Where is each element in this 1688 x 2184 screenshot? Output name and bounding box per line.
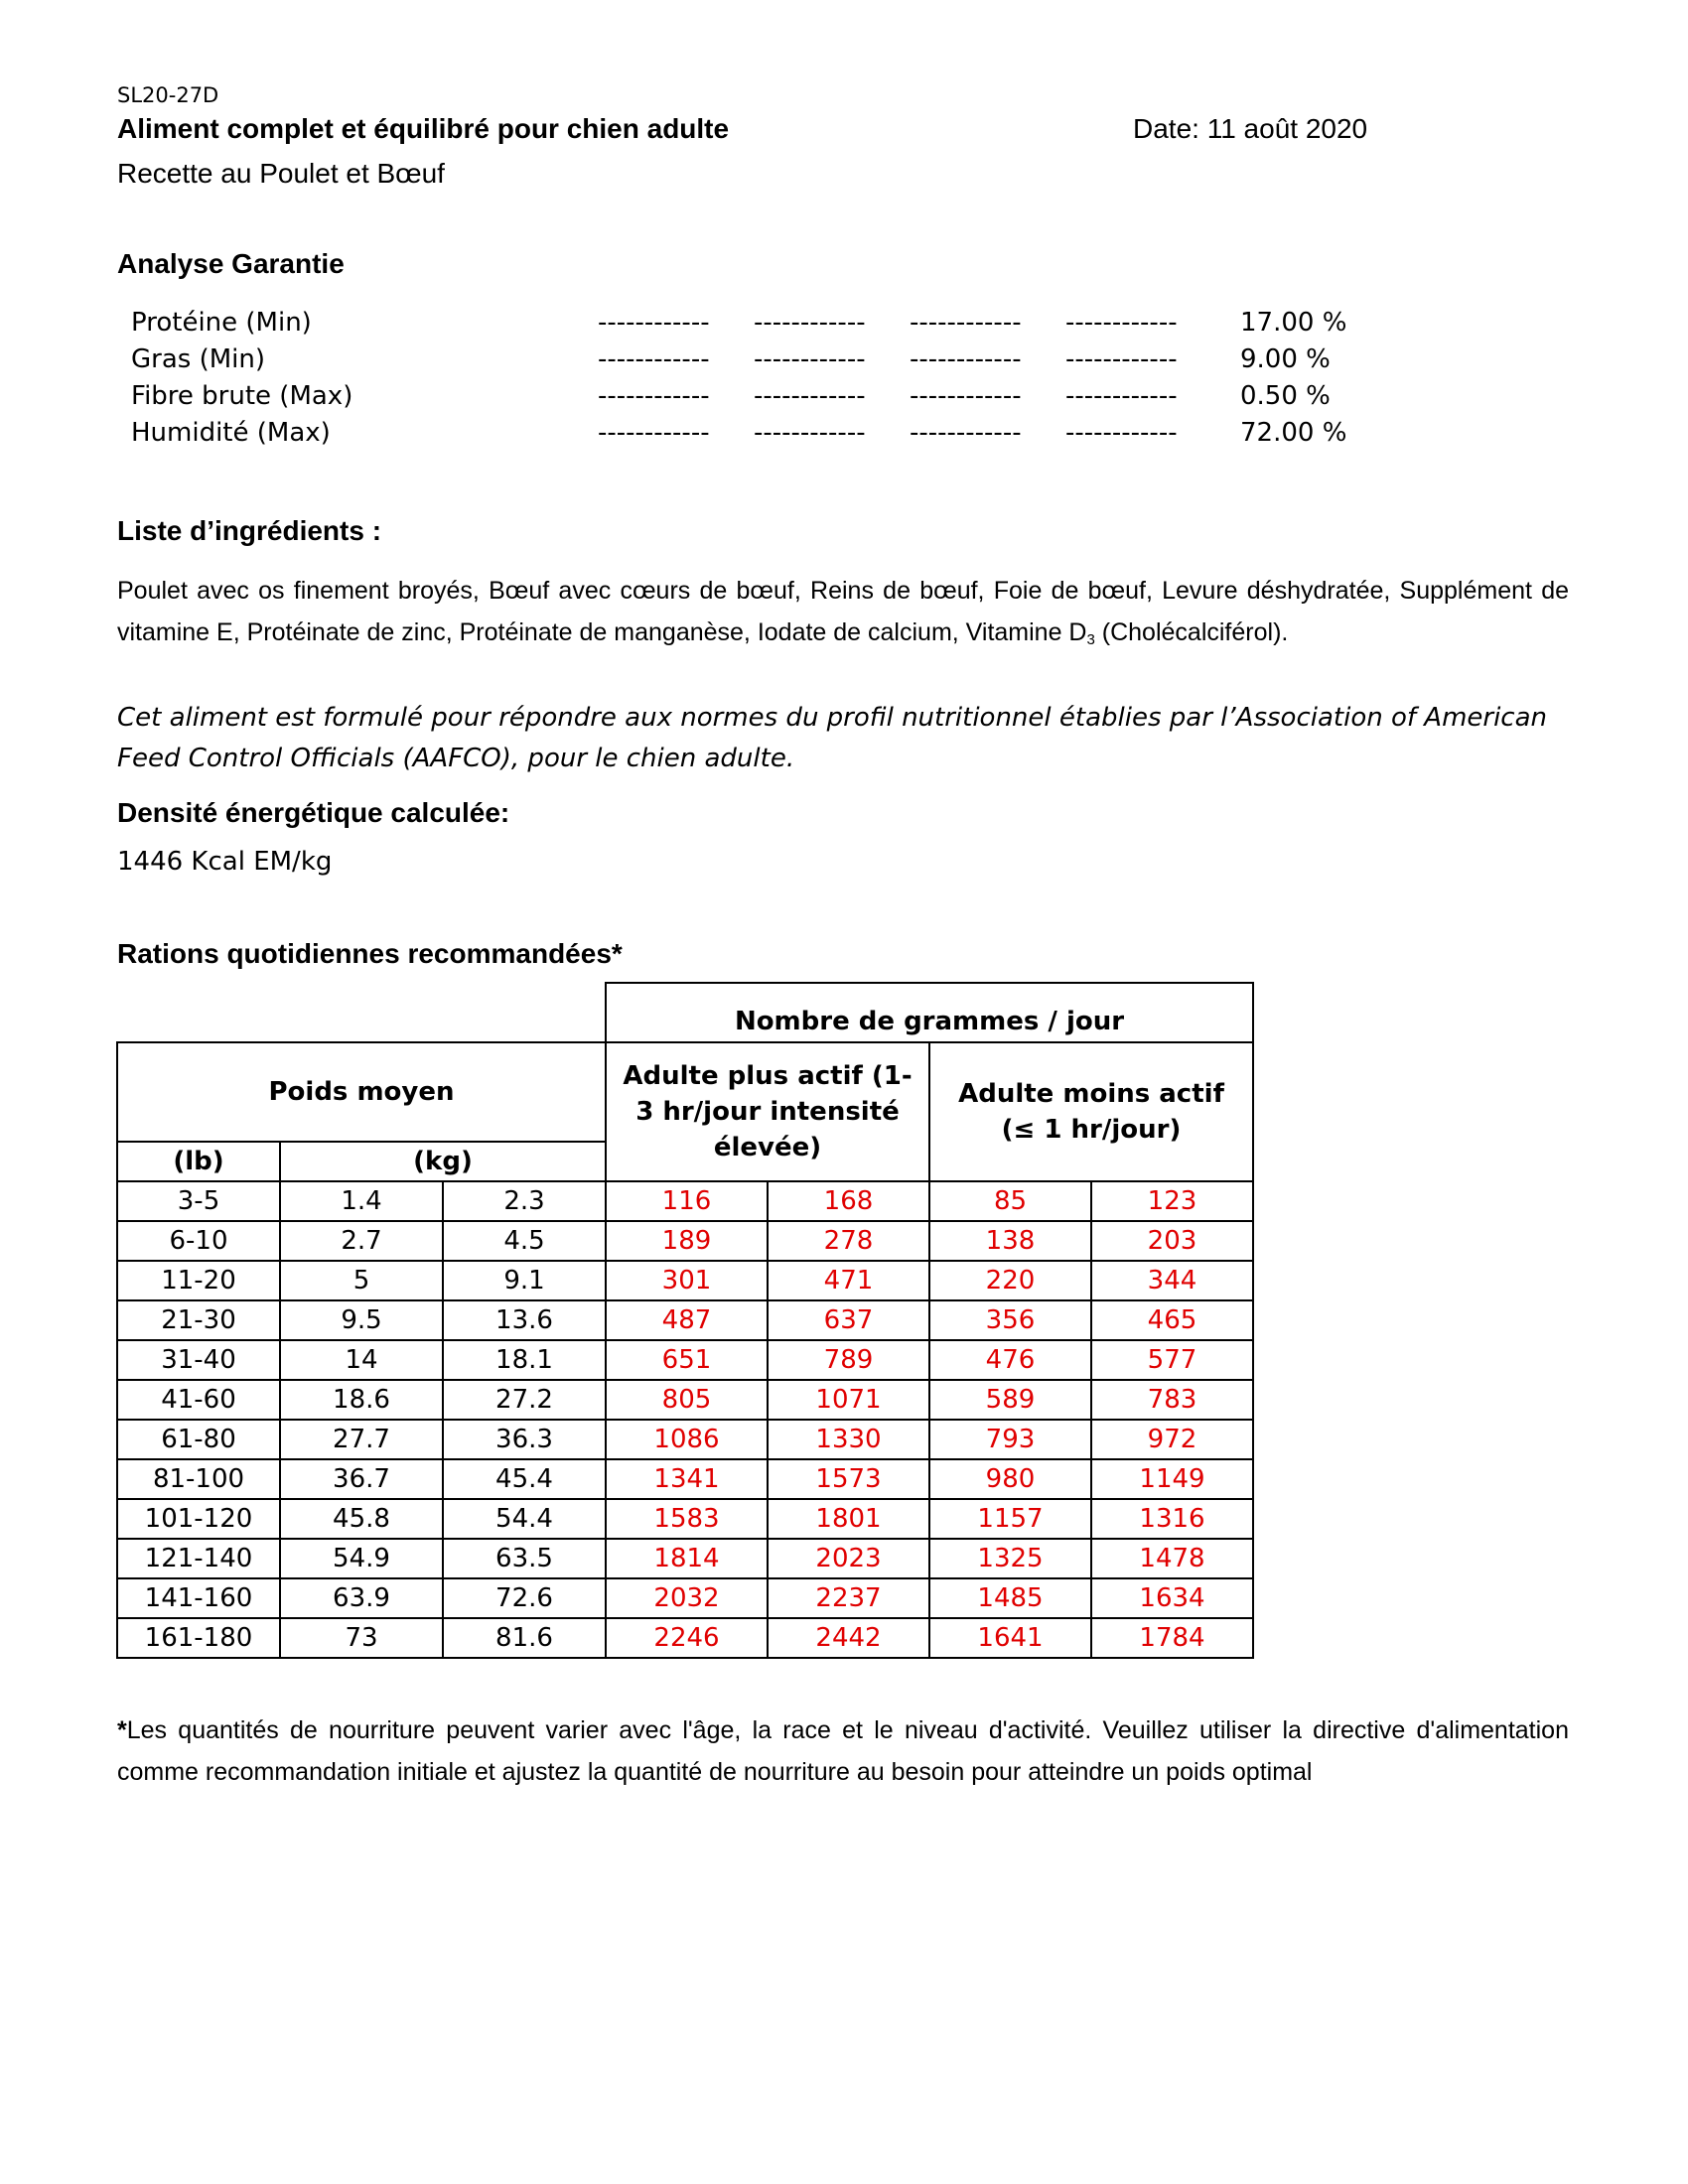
lb-range-cell: 31-40 [117, 1340, 280, 1380]
active-grams-min-cell: 2246 [606, 1618, 768, 1658]
kg-header: (kg) [280, 1142, 606, 1181]
lb-range-cell: 121-140 [117, 1539, 280, 1578]
analysis-dash-leader: ------------ [754, 344, 866, 374]
active-grams-max-cell: 278 [768, 1221, 929, 1261]
less-active-grams-min-cell: 980 [929, 1459, 1091, 1499]
kg-min-cell: 73 [280, 1618, 443, 1658]
less-active-grams-min-cell: 138 [929, 1221, 1091, 1261]
ingredients-end: (Cholécalciférol). [1094, 618, 1289, 646]
table-row [117, 1300, 1253, 1340]
kg-max-cell: 72.6 [443, 1578, 606, 1618]
table-row [117, 1539, 1253, 1578]
kg-min-cell: 2.7 [280, 1221, 443, 1261]
kg-min-cell: 5 [280, 1261, 443, 1300]
kg-max-cell: 4.5 [443, 1221, 606, 1261]
analysis-dash-leader: ------------ [598, 418, 710, 448]
less-active-grams-max-cell: 1149 [1091, 1459, 1253, 1499]
daily-rations-heading: Rations quotidiennes recommandées* [117, 938, 623, 969]
less-active-grams-max-cell: 1478 [1091, 1539, 1253, 1578]
active-grams-max-cell: 1071 [768, 1380, 929, 1420]
less-active-grams-min-cell: 85 [929, 1181, 1091, 1221]
less-active-grams-max-cell: 1634 [1091, 1578, 1253, 1618]
energy-density-value: 1446 Kcal EM/kg [117, 847, 333, 877]
lb-range-cell: 161-180 [117, 1618, 280, 1658]
less-active-grams-min-cell: 1157 [929, 1499, 1091, 1539]
less-active-grams-max-cell: 123 [1091, 1181, 1253, 1221]
recipe-subtitle: Recette au Poulet et Bœuf [117, 158, 445, 189]
kg-min-cell: 18.6 [280, 1380, 443, 1420]
active-grams-max-cell: 637 [768, 1300, 929, 1340]
analysis-dash-leader: ------------ [598, 344, 710, 374]
analysis-dash-leader: ------------ [910, 418, 1022, 448]
analysis-dash-leader: ------------ [1065, 381, 1178, 411]
active-grams-max-cell: 789 [768, 1340, 929, 1380]
less-active-grams-min-cell: 356 [929, 1300, 1091, 1340]
analysis-row [131, 344, 1372, 382]
active-grams-min-cell: 487 [606, 1300, 768, 1340]
table-row [117, 1459, 1253, 1499]
table-row [117, 1578, 1253, 1618]
table-row [117, 1420, 1253, 1459]
lb-range-cell: 141-160 [117, 1578, 280, 1618]
table-row [117, 1181, 1253, 1221]
footnote-star: * [117, 1716, 127, 1744]
active-grams-max-cell: 1330 [768, 1420, 929, 1459]
analysis-value: 17.00 % [1240, 308, 1347, 338]
analysis-value: 72.00 % [1240, 418, 1347, 448]
analysis-label: Humidité (Max) [131, 418, 331, 448]
kg-max-cell: 36.3 [443, 1420, 606, 1459]
vitamin-subscript: 3 [1086, 631, 1095, 648]
kg-min-cell: 54.9 [280, 1539, 443, 1578]
more-active-header: Adulte plus actif (1-3 hr/jour intensité élevée) [606, 1042, 929, 1181]
lb-range-cell: 41-60 [117, 1380, 280, 1420]
lb-range-cell: 6-10 [117, 1221, 280, 1261]
less-active-grams-min-cell: 476 [929, 1340, 1091, 1380]
active-grams-max-cell: 1573 [768, 1459, 929, 1499]
analysis-row [131, 308, 1372, 345]
lb-range-cell: 81-100 [117, 1459, 280, 1499]
kg-min-cell: 9.5 [280, 1300, 443, 1340]
less-active-grams-max-cell: 465 [1091, 1300, 1253, 1340]
aafco-statement: Cet aliment est formulé pour répondre aux normes du profil nutritionnel établies par l’Association of American Feed Control Officials (AAFCO), pour le chien adulte. [117, 703, 1548, 773]
analysis-label: Gras (Min) [131, 344, 266, 374]
kg-max-cell: 45.4 [443, 1459, 606, 1499]
kg-max-cell: 2.3 [443, 1181, 606, 1221]
table-row [117, 1221, 1253, 1261]
analysis-dash-leader: ------------ [910, 381, 1022, 411]
lb-header: (lb) [117, 1142, 280, 1181]
document-code: SL20-27D [117, 83, 219, 107]
less-active-grams-max-cell: 1316 [1091, 1499, 1253, 1539]
analysis-dash-leader: ------------ [910, 308, 1022, 338]
less-active-grams-max-cell: 344 [1091, 1261, 1253, 1300]
table-row [117, 1380, 1253, 1420]
kg-max-cell: 9.1 [443, 1261, 606, 1300]
table-row [117, 1340, 1253, 1380]
footnote [117, 1709, 1569, 1793]
active-grams-min-cell: 2032 [606, 1578, 768, 1618]
kg-min-cell: 63.9 [280, 1578, 443, 1618]
analysis-dash-leader: ------------ [598, 381, 710, 411]
active-grams-min-cell: 189 [606, 1221, 768, 1261]
analysis-dash-leader: ------------ [754, 308, 866, 338]
energy-density-heading: Densité énergétique calculée: [117, 797, 510, 828]
analysis-label: Fibre brute (Max) [131, 381, 353, 411]
analysis-label: Protéine (Min) [131, 308, 312, 338]
active-grams-max-cell: 471 [768, 1261, 929, 1300]
analysis-value: 9.00 % [1240, 344, 1331, 374]
kg-min-cell: 45.8 [280, 1499, 443, 1539]
less-active-grams-max-cell: 577 [1091, 1340, 1253, 1380]
analysis-row [131, 418, 1372, 456]
kg-max-cell: 18.1 [443, 1340, 606, 1380]
table-row [117, 1261, 1253, 1300]
kg-max-cell: 63.5 [443, 1539, 606, 1578]
less-active-grams-min-cell: 1641 [929, 1618, 1091, 1658]
analysis-dash-leader: ------------ [1065, 344, 1178, 374]
active-grams-min-cell: 1814 [606, 1539, 768, 1578]
active-grams-max-cell: 2442 [768, 1618, 929, 1658]
average-weight-header: Poids moyen [117, 1042, 606, 1142]
active-grams-min-cell: 1341 [606, 1459, 768, 1499]
analysis-dash-leader: ------------ [598, 308, 710, 338]
active-grams-max-cell: 1801 [768, 1499, 929, 1539]
table-row [117, 1618, 1253, 1658]
lb-range-cell: 3-5 [117, 1181, 280, 1221]
active-grams-max-cell: 2237 [768, 1578, 929, 1618]
less-active-grams-max-cell: 783 [1091, 1380, 1253, 1420]
less-active-grams-min-cell: 1485 [929, 1578, 1091, 1618]
kg-max-cell: 27.2 [443, 1380, 606, 1420]
less-active-grams-max-cell: 972 [1091, 1420, 1253, 1459]
analysis-dash-leader: ------------ [754, 381, 866, 411]
document-date: Date: 11 août 2020 [1133, 113, 1368, 144]
active-grams-max-cell: 2023 [768, 1539, 929, 1578]
guaranteed-analysis-heading: Analyse Garantie [117, 248, 345, 279]
analysis-dash-leader: ------------ [1065, 308, 1178, 338]
less-active-grams-min-cell: 589 [929, 1380, 1091, 1420]
kg-max-cell: 13.6 [443, 1300, 606, 1340]
active-grams-min-cell: 1086 [606, 1420, 768, 1459]
lb-range-cell: 11-20 [117, 1261, 280, 1300]
kg-min-cell: 1.4 [280, 1181, 443, 1221]
analysis-row [131, 381, 1372, 419]
lb-range-cell: 61-80 [117, 1420, 280, 1459]
less-active-grams-max-cell: 1784 [1091, 1618, 1253, 1658]
kg-min-cell: 14 [280, 1340, 443, 1380]
active-grams-min-cell: 805 [606, 1380, 768, 1420]
table-row [117, 1499, 1253, 1539]
active-grams-min-cell: 1583 [606, 1499, 768, 1539]
active-grams-min-cell: 116 [606, 1181, 768, 1221]
analysis-dash-leader: ------------ [754, 418, 866, 448]
footnote-text: Les quantités de nourriture peuvent varier avec l'âge, la race et le niveau d'activité. Veuillez utiliser la directive d'alimentation comme recommandation initiale et ajustez la quantité de nourriture au besoin pour atteindre un poids optimal [117, 1716, 1569, 1786]
kg-min-cell: 27.7 [280, 1420, 443, 1459]
analysis-dash-leader: ------------ [910, 344, 1022, 374]
daily-rations-table [116, 982, 1254, 1659]
active-grams-max-cell: 168 [768, 1181, 929, 1221]
grams-per-day-header: Nombre de grammes / jour [606, 983, 1253, 1042]
less-active-grams-min-cell: 220 [929, 1261, 1091, 1300]
empty-corner-cell [117, 983, 606, 1042]
lb-range-cell: 21-30 [117, 1300, 280, 1340]
ingredients-body: Poulet avec os finement broyés, Bœuf avec cœurs de bœuf, Reins de bœuf, Foie de bœuf, Levure déshydratée, Supplément de vitamine E, Protéinate de zinc, Protéinate de manganèse, Iodate de calcium, Vitamine D [117, 577, 1569, 646]
kg-min-cell: 36.7 [280, 1459, 443, 1499]
ingredients-text [117, 570, 1569, 661]
product-title: Aliment complet et équilibré pour chien adulte [117, 113, 730, 144]
analysis-value: 0.50 % [1240, 381, 1331, 411]
active-grams-min-cell: 651 [606, 1340, 768, 1380]
lb-range-cell: 101-120 [117, 1499, 280, 1539]
kg-max-cell: 81.6 [443, 1618, 606, 1658]
less-active-grams-min-cell: 793 [929, 1420, 1091, 1459]
less-active-grams-max-cell: 203 [1091, 1221, 1253, 1261]
less-active-header: Adulte moins actif (≤ 1 hr/jour) [929, 1042, 1253, 1181]
kg-max-cell: 54.4 [443, 1499, 606, 1539]
active-grams-min-cell: 301 [606, 1261, 768, 1300]
ingredients-heading: Liste d’ingrédients : [117, 515, 382, 546]
less-active-grams-min-cell: 1325 [929, 1539, 1091, 1578]
analysis-dash-leader: ------------ [1065, 418, 1178, 448]
